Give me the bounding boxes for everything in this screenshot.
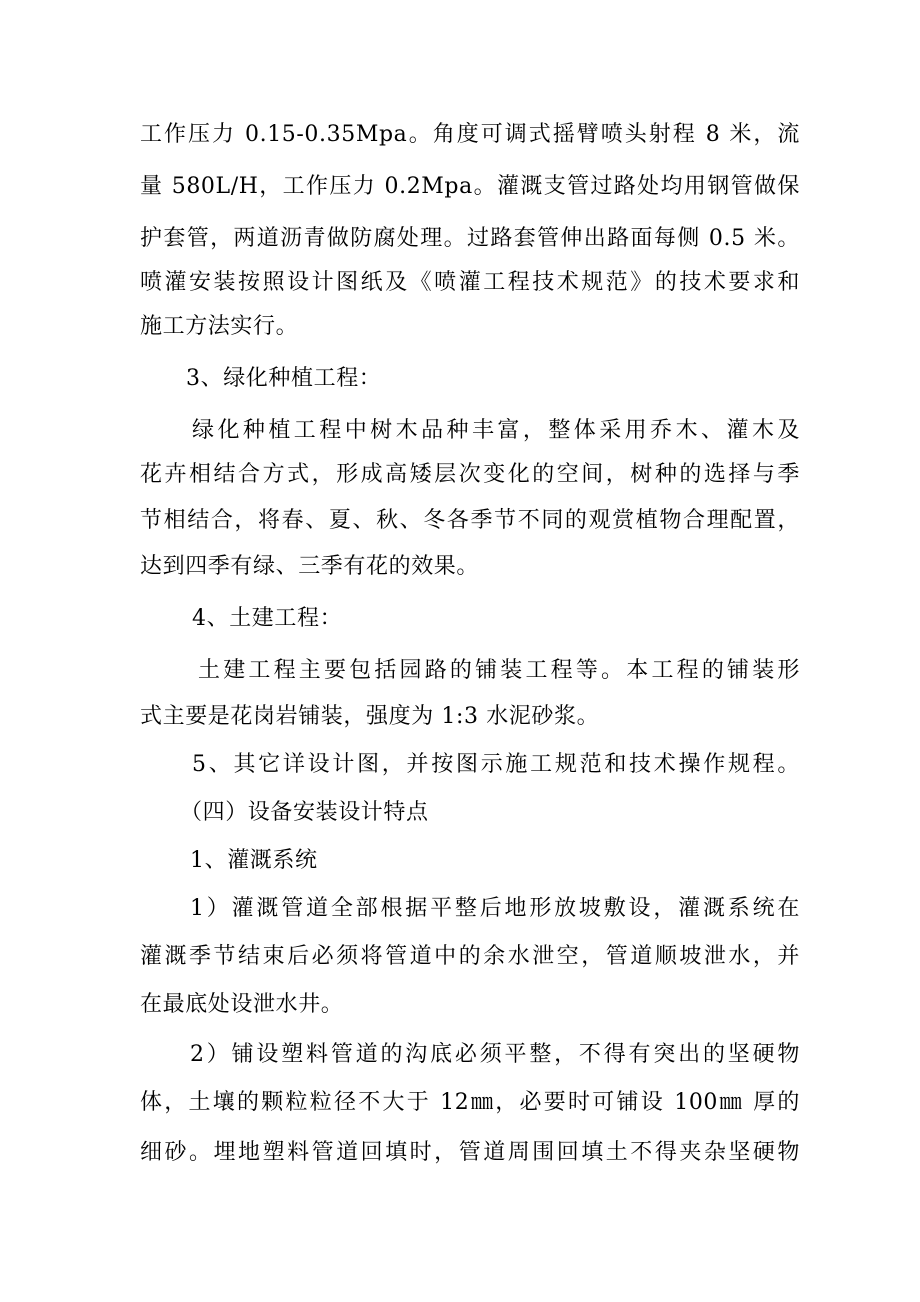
- paragraph-line: 灌溉季节结束后必须将管道中的余水泄空，管道顺坡泄水，并: [140, 944, 800, 969]
- paragraph-line: 施工方法实行。: [140, 314, 299, 339]
- paragraph-line: 2）铺设塑料管道的沟底必须平整，不得有突出的坚硬物: [190, 1042, 800, 1067]
- section-heading: 3、绿化种植工程：: [186, 366, 382, 391]
- paragraph-line: 绿化种植工程中树木品种丰富，整体采用乔木、灌木及: [192, 418, 800, 443]
- paragraph-line: 量 580L/H，工作压力 0.2Mpa。灌溉支管过路处均用钢管做保: [140, 174, 800, 199]
- paragraph-line: 1）灌溉管道全部根据平整后地形放坡敷设，灌溉系统在: [190, 896, 800, 921]
- paragraph-line: 工作压力 0.15-0.35Mpa。角度可调式摇臂喷头射程 8 米，流: [140, 122, 800, 147]
- paragraph-line: 式主要是花岗岩铺装，强度为 1:3 水泥砂浆。: [140, 704, 600, 729]
- section-heading: 4、土建工程：: [192, 606, 343, 631]
- paragraph-line: 护套管，两道沥青做防腐处理。过路套管伸出路面每侧 0.5 米。: [140, 226, 800, 251]
- paragraph-line: 5、其它详设计图，并按图示施工规范和技术操作规程。: [192, 752, 800, 777]
- paragraph-line: 喷灌安装按照设计图纸及《喷灌工程技术规范》的技术要求和: [140, 270, 800, 295]
- paragraph-line: 在最底处设泄水井。: [140, 992, 344, 1017]
- paragraph-line: 节相结合，将春、夏、秋、冬各季节不同的观赏植物合理配置，: [140, 508, 800, 533]
- paragraph-line: 达到四季有绿、三季有花的效果。: [140, 554, 480, 579]
- paragraph-line: 土建工程主要包括园路的铺装工程等。本工程的铺装形: [198, 658, 800, 683]
- paragraph-line: 细砂。埋地塑料管道回填时，管道周围回填土不得夹杂坚硬物: [140, 1140, 800, 1165]
- section-heading: （四）设备安装设计特点: [180, 800, 429, 825]
- paragraph-line: 体，土壤的颗粒粒径不大于 12㎜，必要时可铺设 100㎜ 厚的: [140, 1090, 800, 1115]
- section-heading: 1、灌溉系统: [190, 848, 318, 873]
- paragraph-line: 花卉相结合方式，形成高矮层次变化的空间，树种的选择与季: [140, 462, 800, 487]
